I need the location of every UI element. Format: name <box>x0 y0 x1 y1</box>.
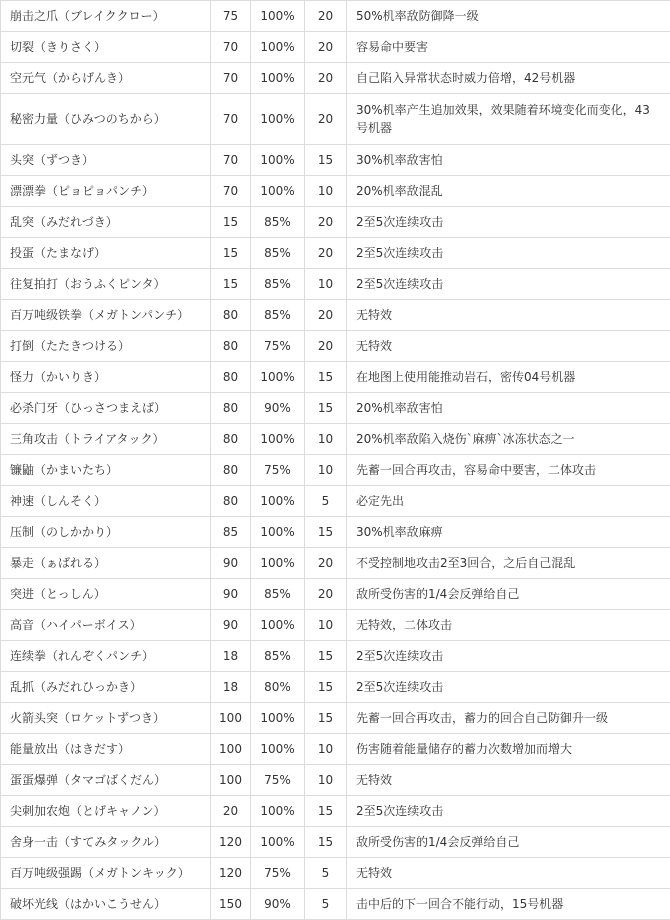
move-name: 暴走（ぁばれる） <box>1 548 211 579</box>
move-accuracy: 85% <box>251 641 305 672</box>
move-accuracy: 100% <box>251 145 305 176</box>
table-row <box>1 889 670 920</box>
move-power: 100 <box>211 734 251 765</box>
move-accuracy: 100% <box>251 517 305 548</box>
move-power: 90 <box>211 548 251 579</box>
table-row <box>1 455 670 486</box>
move-effect: 容易命中要害 <box>347 32 670 63</box>
table-row <box>1 238 670 269</box>
table-row <box>1 176 670 207</box>
move-pp: 15 <box>305 827 347 858</box>
move-name: 能量放出（はきだす） <box>1 734 211 765</box>
move-name: 百万吨级铁拳（メガトンパンチ） <box>1 300 211 331</box>
table-row <box>1 269 670 300</box>
table-row <box>1 331 670 362</box>
table-row <box>1 486 670 517</box>
move-accuracy: 100% <box>251 796 305 827</box>
move-power: 150 <box>211 889 251 920</box>
move-power: 85 <box>211 517 251 548</box>
move-name: 投蛋（たまなげ） <box>1 238 211 269</box>
move-effect: 无特效 <box>347 765 670 796</box>
move-pp: 15 <box>305 393 347 424</box>
move-accuracy: 100% <box>251 1 305 32</box>
move-accuracy: 90% <box>251 889 305 920</box>
table-row <box>1 703 670 734</box>
move-pp: 5 <box>305 486 347 517</box>
move-name: 高音（ハイパーボイス） <box>1 610 211 641</box>
move-accuracy: 75% <box>251 858 305 889</box>
move-name: 头突（ずつき） <box>1 145 211 176</box>
move-accuracy: 100% <box>251 424 305 455</box>
move-effect: 50%机率敌防御降一级 <box>347 1 670 32</box>
move-name: 尖刺加农炮（とげキャノン） <box>1 796 211 827</box>
move-name: 漂漂拳（ピョピョパンチ） <box>1 176 211 207</box>
move-power: 18 <box>211 672 251 703</box>
move-effect: 2至5次连续攻击 <box>347 269 670 300</box>
move-power: 80 <box>211 455 251 486</box>
move-pp: 10 <box>305 610 347 641</box>
move-pp: 20 <box>305 32 347 63</box>
table-row <box>1 424 670 455</box>
move-pp: 20 <box>305 579 347 610</box>
move-effect: 30%机率敌害怕 <box>347 145 670 176</box>
move-power: 80 <box>211 362 251 393</box>
table-row <box>1 641 670 672</box>
move-effect: 20%机率敌陷入烧伤`麻痹`冰冻状态之一 <box>347 424 670 455</box>
move-accuracy: 75% <box>251 455 305 486</box>
move-accuracy: 100% <box>251 610 305 641</box>
move-effect: 必定先出 <box>347 486 670 517</box>
move-name: 必杀门牙（ひっさつまえば） <box>1 393 211 424</box>
move-accuracy: 85% <box>251 207 305 238</box>
move-pp: 20 <box>305 1 347 32</box>
move-effect: 先蓄一回合再攻击，蓄力的回合自己防御升一级 <box>347 703 670 734</box>
table-row <box>1 393 670 424</box>
move-pp: 15 <box>305 362 347 393</box>
move-name: 乱突（みだれづき） <box>1 207 211 238</box>
move-pp: 15 <box>305 517 347 548</box>
move-pp: 20 <box>305 63 347 94</box>
table-row <box>1 1 670 32</box>
move-name: 火箭头突（ロケットずつき） <box>1 703 211 734</box>
move-pp: 10 <box>305 424 347 455</box>
move-pp: 15 <box>305 672 347 703</box>
move-power: 80 <box>211 486 251 517</box>
move-name: 三角攻击（トライアタック） <box>1 424 211 455</box>
move-effect: 2至5次连续攻击 <box>347 672 670 703</box>
move-effect: 击中后的下一回合不能行动，15号机器 <box>347 889 670 920</box>
move-accuracy: 100% <box>251 94 305 145</box>
move-accuracy: 75% <box>251 765 305 796</box>
move-accuracy: 80% <box>251 672 305 703</box>
move-table-body <box>1 1 670 920</box>
move-pp: 15 <box>305 145 347 176</box>
move-effect: 2至5次连续攻击 <box>347 796 670 827</box>
move-power: 120 <box>211 827 251 858</box>
move-pp: 20 <box>305 548 347 579</box>
move-effect: 2至5次连续攻击 <box>347 207 670 238</box>
move-name: 空元气（からげんき） <box>1 63 211 94</box>
move-name: 突进（とっしん） <box>1 579 211 610</box>
move-name: 压制（のしかかり） <box>1 517 211 548</box>
move-power: 70 <box>211 94 251 145</box>
move-name: 镰鼬（かまいたち） <box>1 455 211 486</box>
move-accuracy: 85% <box>251 238 305 269</box>
move-power: 70 <box>211 145 251 176</box>
move-effect: 无特效 <box>347 331 670 362</box>
move-power: 80 <box>211 300 251 331</box>
move-effect: 伤害随着能量储存的蓄力次数增加而增大 <box>347 734 670 765</box>
table-row <box>1 145 670 176</box>
move-accuracy: 100% <box>251 734 305 765</box>
move-accuracy: 100% <box>251 703 305 734</box>
move-power: 20 <box>211 796 251 827</box>
move-pp: 20 <box>305 207 347 238</box>
move-accuracy: 100% <box>251 32 305 63</box>
move-pp: 10 <box>305 455 347 486</box>
move-power: 70 <box>211 32 251 63</box>
move-accuracy: 100% <box>251 63 305 94</box>
move-name: 崩击之爪（ブレイククロー） <box>1 1 211 32</box>
move-power: 80 <box>211 331 251 362</box>
move-effect: 敌所受伤害的1/4会反弹给自己 <box>347 827 670 858</box>
table-row <box>1 672 670 703</box>
table-row <box>1 548 670 579</box>
table-row <box>1 827 670 858</box>
move-pp: 20 <box>305 331 347 362</box>
table-row <box>1 94 670 145</box>
table-row <box>1 517 670 548</box>
move-effect: 20%机率敌害怕 <box>347 393 670 424</box>
move-accuracy: 100% <box>251 176 305 207</box>
move-pp: 10 <box>305 765 347 796</box>
move-name: 舍身一击（すてみタックル） <box>1 827 211 858</box>
move-effect: 2至5次连续攻击 <box>347 641 670 672</box>
move-effect: 2至5次连续攻击 <box>347 238 670 269</box>
move-effect: 30%机率产生追加效果，效果随着环境变化而变化，43号机器 <box>347 94 670 145</box>
move-name: 蛋蛋爆弹（タマゴばくだん） <box>1 765 211 796</box>
move-pp: 5 <box>305 889 347 920</box>
table-row <box>1 610 670 641</box>
table-row <box>1 858 670 889</box>
move-pp: 20 <box>305 300 347 331</box>
move-pp: 15 <box>305 796 347 827</box>
move-effect: 不受控制地攻击2至3回合，之后自己混乱 <box>347 548 670 579</box>
table-row <box>1 734 670 765</box>
move-power: 15 <box>211 269 251 300</box>
move-power: 75 <box>211 1 251 32</box>
table-row <box>1 362 670 393</box>
move-power: 80 <box>211 393 251 424</box>
move-accuracy: 100% <box>251 548 305 579</box>
move-power: 90 <box>211 579 251 610</box>
move-power: 120 <box>211 858 251 889</box>
move-pp: 10 <box>305 176 347 207</box>
move-power: 100 <box>211 765 251 796</box>
move-pp: 10 <box>305 269 347 300</box>
table-row <box>1 579 670 610</box>
move-pp: 20 <box>305 238 347 269</box>
move-accuracy: 100% <box>251 362 305 393</box>
move-effect: 在地图上使用能推动岩石，密传04号机器 <box>347 362 670 393</box>
move-effect: 敌所受伤害的1/4会反弹给自己 <box>347 579 670 610</box>
move-effect: 30%机率敌麻痹 <box>347 517 670 548</box>
move-effect: 无特效，二体攻击 <box>347 610 670 641</box>
table-row <box>1 765 670 796</box>
move-effect: 自己陷入异常状态时威力倍增，42号机器 <box>347 63 670 94</box>
table-row <box>1 32 670 63</box>
table-row <box>1 63 670 94</box>
move-effect: 20%机率敌混乱 <box>347 176 670 207</box>
move-accuracy: 85% <box>251 300 305 331</box>
move-name: 乱抓（みだれひっかき） <box>1 672 211 703</box>
table-row <box>1 796 670 827</box>
move-accuracy: 85% <box>251 579 305 610</box>
move-effect: 先蓄一回合再攻击，容易命中要害，二体攻击 <box>347 455 670 486</box>
move-accuracy: 75% <box>251 331 305 362</box>
move-accuracy: 100% <box>251 827 305 858</box>
move-accuracy: 85% <box>251 269 305 300</box>
move-name: 往复拍打（おうふくピンタ） <box>1 269 211 300</box>
move-pp: 5 <box>305 858 347 889</box>
move-power: 90 <box>211 610 251 641</box>
move-name: 破坏光线（はかいこうせん） <box>1 889 211 920</box>
move-pp: 15 <box>305 641 347 672</box>
move-pp: 15 <box>305 703 347 734</box>
move-power: 18 <box>211 641 251 672</box>
move-name: 百万吨级强踢（メガトンキック） <box>1 858 211 889</box>
move-power: 80 <box>211 424 251 455</box>
move-name: 秘密力量（ひみつのちから） <box>1 94 211 145</box>
move-power: 15 <box>211 238 251 269</box>
move-power: 100 <box>211 703 251 734</box>
move-name: 切裂（きりさく） <box>1 32 211 63</box>
move-name: 连续拳（れんぞくパンチ） <box>1 641 211 672</box>
move-pp: 10 <box>305 734 347 765</box>
move-name: 打倒（たたきつける） <box>1 331 211 362</box>
move-power: 15 <box>211 207 251 238</box>
move-effect: 无特效 <box>347 858 670 889</box>
move-name: 怪力（かいりき） <box>1 362 211 393</box>
move-accuracy: 90% <box>251 393 305 424</box>
move-pp: 20 <box>305 94 347 145</box>
table-row <box>1 207 670 238</box>
move-effect: 无特效 <box>347 300 670 331</box>
move-power: 70 <box>211 176 251 207</box>
move-name: 神速（しんそく） <box>1 486 211 517</box>
move-power: 70 <box>211 63 251 94</box>
table-row <box>1 300 670 331</box>
move-accuracy: 100% <box>251 486 305 517</box>
